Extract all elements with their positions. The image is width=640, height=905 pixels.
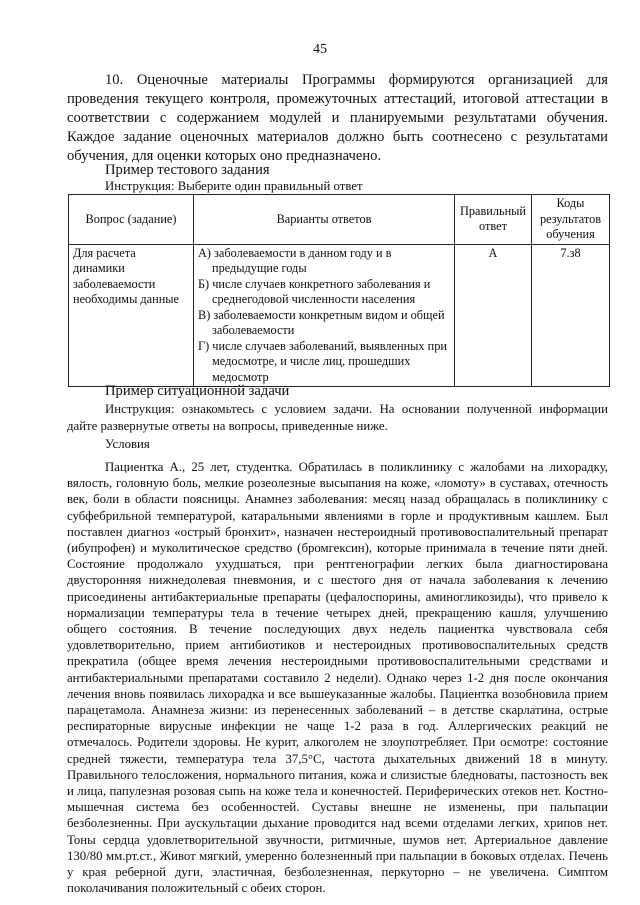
header-correct-answer: Правильный ответ [455, 195, 532, 245]
option-a: А) заболеваемости в данном году и в предыдущие годы [198, 245, 392, 275]
case-description: Пациентка А., 25 лет, студентка. Обратилась в поликлинику с жалобами на лихорадку, вялость, головную боль, мелкие розеолезные высыпания на коже, «ломоту» в суставах, отечность век, боли в области поясницы. Анамнез заболевания: месяц назад обращалась в поликлинику с субфебрильной температурой, катаральными явлениями в горле и продуктивным кашлем. Был поставлен диагноз «острый бронхит», назначен нестероидный противовоспалительный препарат (ибупрофен) и муколитическое средство (бромгексин), которые принимала в течение пяти дней. Состояние продолжало ухудшаться, при рентгенографии легких была диагностирована двусторонняя нижнедолевая пневмония, и с шестого дня от начала заболевания к лечению присоединены антибактериальные препараты (цефалоспорины, аминогликозиды), что привело к нормализации температуры тела в течение четырех дней, прекращению кашля, улучшению общего состояния. В течение последующих двух недель пациентка чувствовала себя удовлетворительно, прием антибиотиков и нестероидных противовоспалительных средств прекратила (общее время лечения нестероидными противовоспалительными средствами и антибактериальными препаратами составило 2 недели). Однако через 1-2 дня после окончания лечения вновь появилась лихорадка и все вышеуказанные жалобы. Пациентка возобновила прием парацетамола. Анамнеза жизни: из перенесенных заболеваний – в детстве скарлатина, острые респираторные вирусные инфекции не чаще 1-2 раза в год. Аллергических реакций не отмечалось. Родители здоровы. Не курит, алкоголем не злоупотребляет. При осмотре: состояние средней тяжести, температура тела 37,5°С, частота дыхательных движений 18 в минуту. Правильного телосложения, нормального питания, кожа и слизистые бледноваты, пастозность век и лица, папулезная розовая сыпь на коже тела и конечностей. Периферических отеков нет. Костно-мышечная система без особенностей. Суставы внешне не изменены, при пальпации безболезненны. При аускультации дыхание проводится над всеми отделами легких, хрипов нет. Тоны сердца удовлетворительной звучности, ритмичные, шумов нет. Артериальное давление 130/80 мм.рт.ст., Живот мягкий, умеренно болезненный при пальпации в боковых отделах. Печень у края реберной дуги, эластичная, безболезненная, перкуторно – не увеличена. Симптом поколачивания положительный с обеих сторон. [67, 460, 608, 896]
test-instruction: Инструкция: Выберите один правильный ответ [105, 179, 363, 193]
table-row [69, 244, 610, 387]
situational-instruction: Инструкция: ознакомьтесь с условием задачи. На основании полученной информации дайте развернутые ответы на вопросы, приведенные ниже. [67, 402, 608, 433]
page-number: 45 [313, 42, 327, 57]
correct-answer-cell: А [455, 244, 532, 387]
header-question: Вопрос (задание) [69, 195, 194, 245]
option-b: Б) числе случаев конкретного заболевания и среднегодовой численности населения [198, 276, 431, 306]
section-10-paragraph: 10. Оценочные материалы Программы формируются организацией для проведения текущего контроля, промежуточных аттестаций, итоговой аттестации в соответствии с содержанием модулей и планируемыми результатами обучения. Каждое задание оценочных материалов должно быть соотнесено с результатами обучения, для оценки которых оно предназначено. [67, 72, 608, 164]
test-task-table [68, 194, 610, 387]
option-c: В) заболеваемости конкретным видом и общей заболеваемости [198, 307, 445, 337]
question-cell: Для расчета динамики заболеваемости необходимы данные [69, 244, 194, 387]
option-d: Г) числе случаев заболеваний, выявленных при медосмотре, и числе лиц, прошедших медосмотр [198, 338, 447, 384]
table-header-row [69, 195, 610, 245]
result-codes-cell: 7.з8 [532, 244, 610, 387]
header-result-codes: Коды результатов обучения [532, 195, 610, 245]
options-cell [194, 244, 455, 387]
conditions-label: Условия [105, 437, 150, 451]
test-example-heading: Пример тестового задания [105, 162, 270, 178]
situational-task-heading: Пример ситуационной задачи [105, 383, 290, 399]
header-options: Варианты ответов [194, 195, 455, 245]
